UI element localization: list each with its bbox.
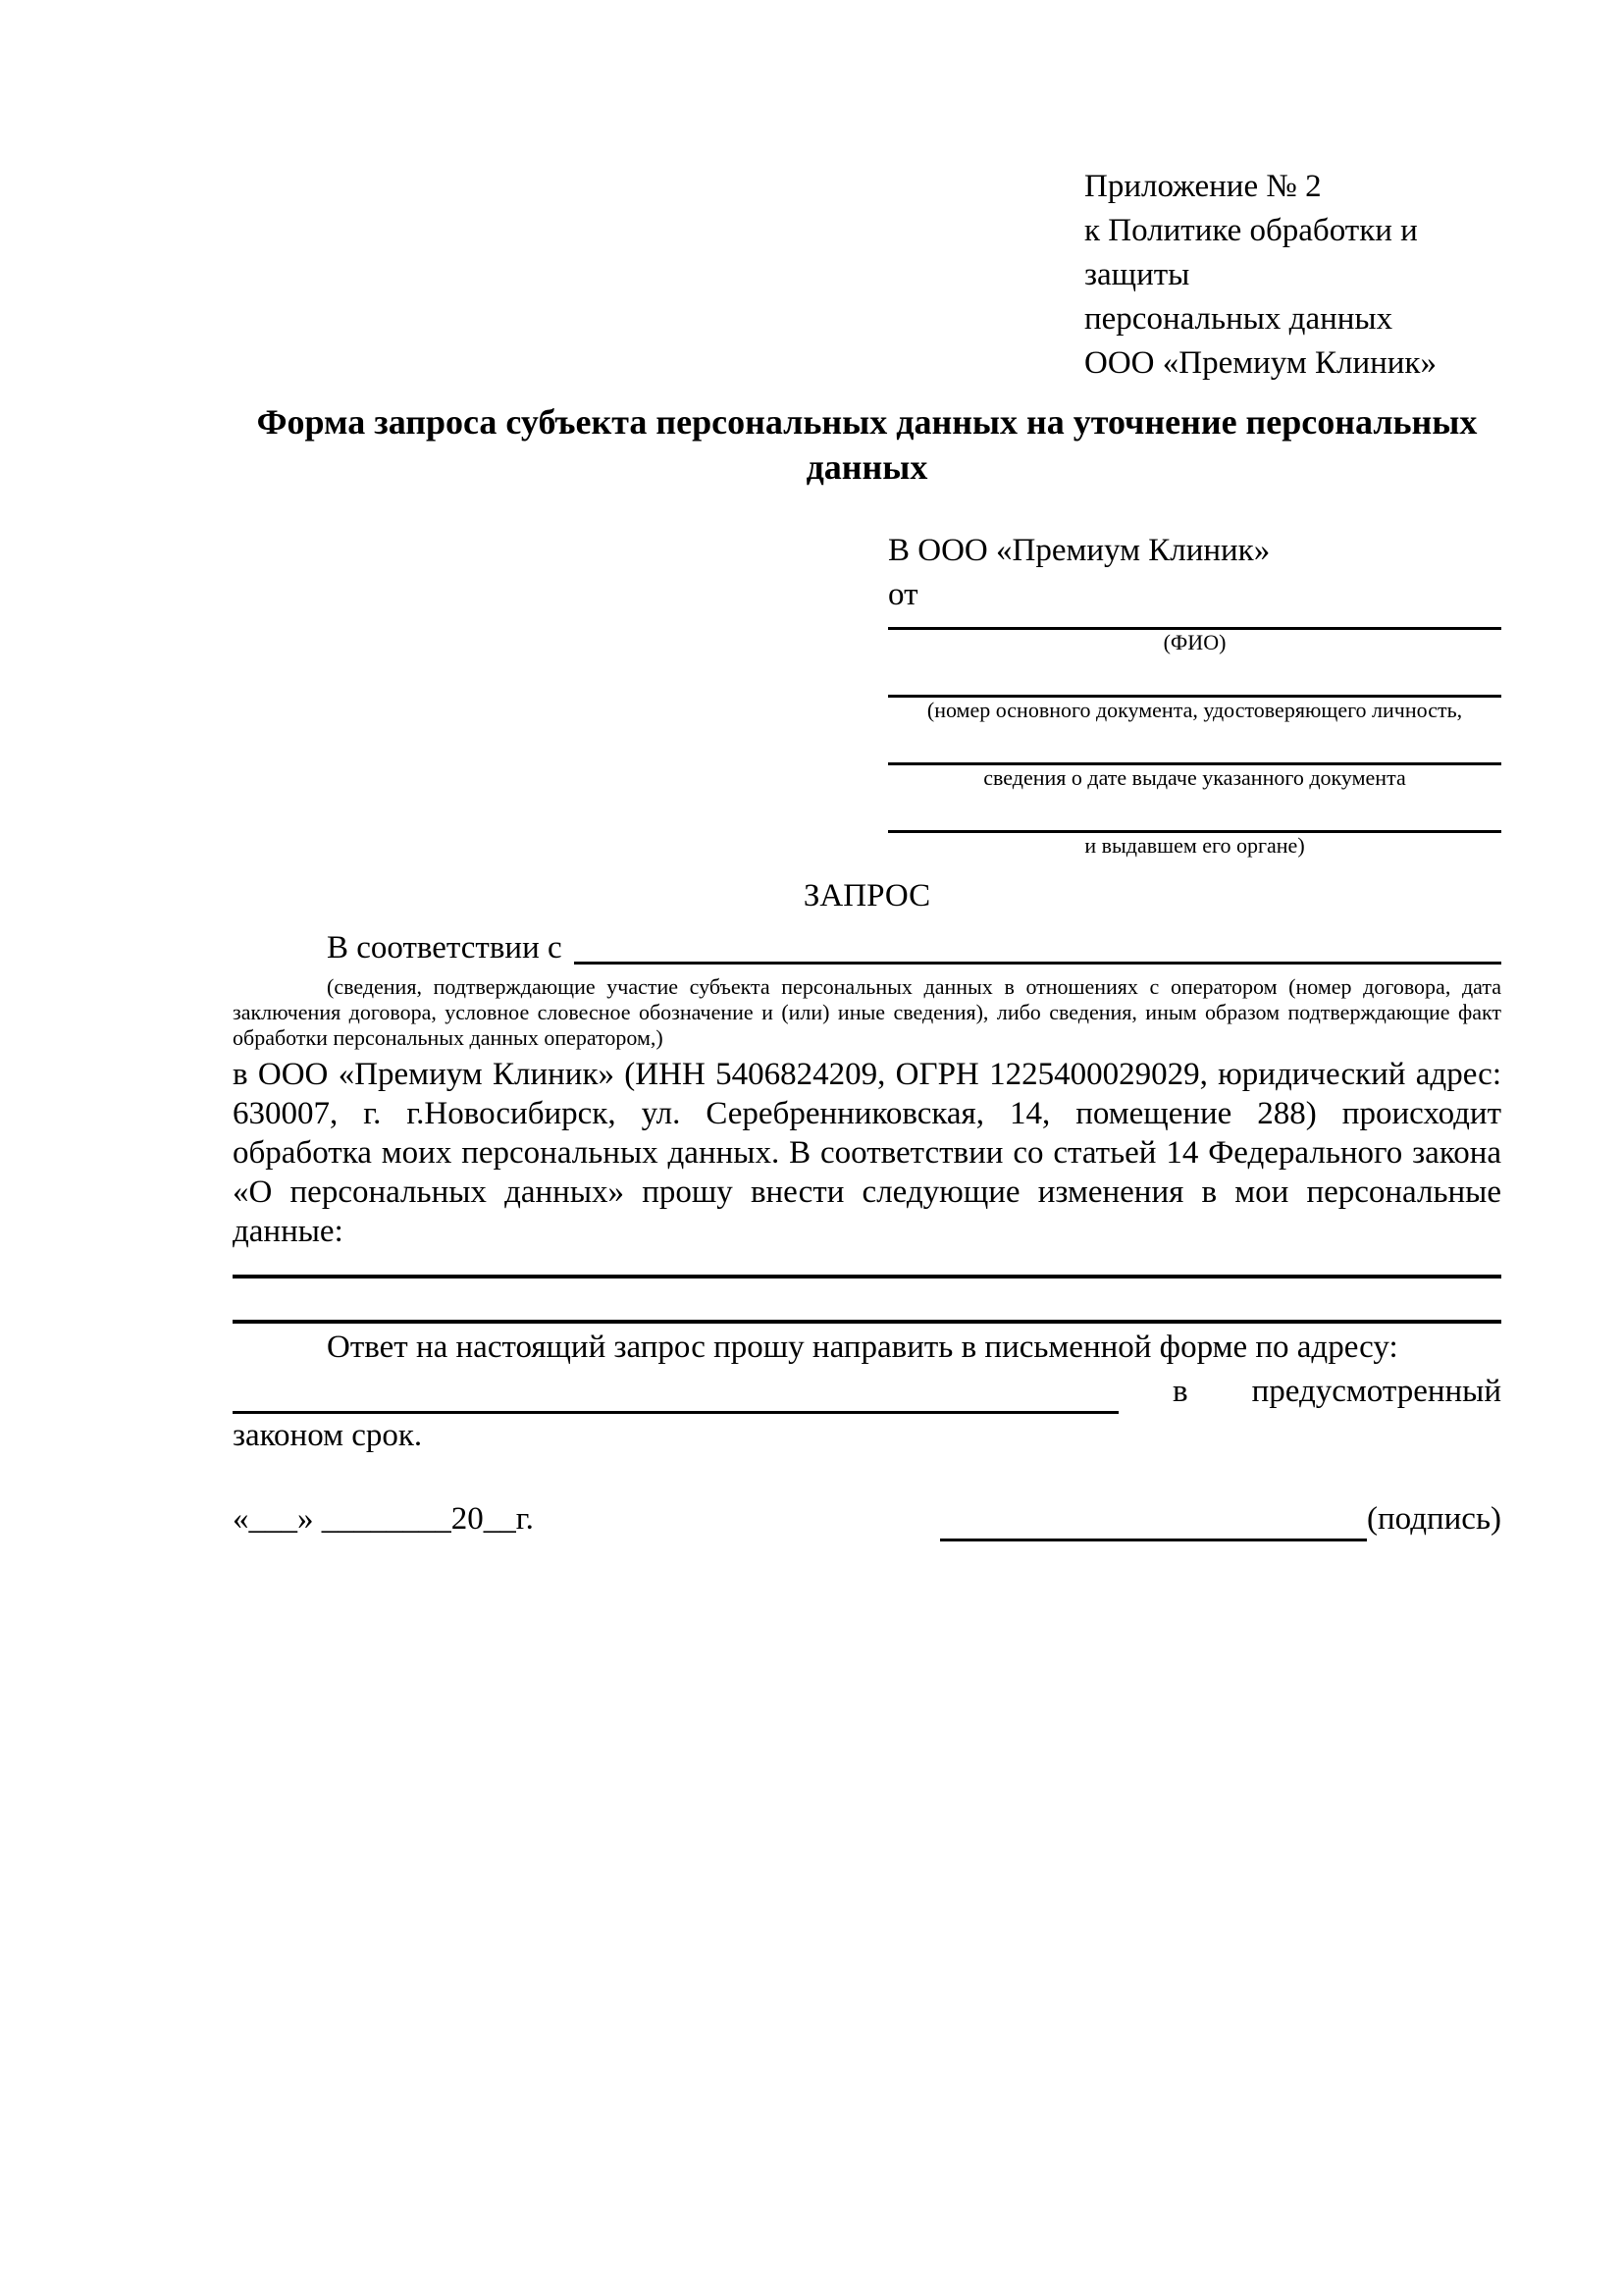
document-title: Форма запроса субъекта персональных данных на уточнение персональных данных xyxy=(256,402,1478,487)
intro-note: (сведения, подтверждающие участие субъекта персональных данных в отношениях с оператором (номер договора, дата заключения договора, условное словесное обозначение и (или) иные сведения), либо сведения, иным образом подтверждающие факт обработки персональных данных оператором,) xyxy=(233,974,1501,1050)
annex-line-4: ООО «Премиум Клиник» xyxy=(1084,345,1437,381)
intro-prefix: В соответствии с xyxy=(327,930,562,965)
fio-field xyxy=(888,617,1501,655)
intro-line xyxy=(233,926,1501,970)
changes-fill-line-1 xyxy=(233,1251,1501,1278)
footer-row xyxy=(233,1497,1501,1541)
addressee-from-label: от xyxy=(888,577,918,612)
annex-line-3: персональных данных xyxy=(1084,301,1393,337)
fio-caption: (ФИО) xyxy=(1163,630,1227,654)
issuing-authority-field xyxy=(888,791,1501,859)
document-number-fill-line xyxy=(888,655,1501,698)
intro-fill-line xyxy=(574,920,1501,965)
document-number-caption: (номер основного документа, удостоверяющего личность, xyxy=(926,698,1463,722)
address-fill-line xyxy=(233,1376,1119,1414)
annex-block xyxy=(1084,165,1501,386)
answer-tail-word-2: предусмотренный xyxy=(1251,1374,1501,1409)
issue-date-caption: сведения о дате выдаче указанного документа xyxy=(983,765,1406,790)
annex-line-2: к Политике обработки и защиты xyxy=(1084,213,1418,292)
answer-tail-word-1: в xyxy=(1173,1374,1188,1409)
signature-fill-line xyxy=(940,1503,1367,1541)
annex-line-1: Приложение № 2 xyxy=(1084,169,1322,204)
signature-block xyxy=(940,1497,1501,1541)
document-number-field xyxy=(888,655,1501,723)
date-blank-line: «___» ________20__г. xyxy=(233,1501,534,1537)
request-heading: ЗАПРОС xyxy=(803,878,931,913)
answer-closing: законом срок. xyxy=(233,1418,423,1453)
signature-caption: (подпись) xyxy=(1367,1501,1501,1537)
issuing-authority-caption: и выдавшем его органе) xyxy=(1084,833,1305,858)
issue-date-field xyxy=(888,723,1501,791)
issue-date-fill-line xyxy=(888,723,1501,765)
request-body: в ООО «Премиум Клиник» (ИНН 5406824209, ОГРН 1225400029029, юридический адрес: 630007, г. г.Новосибирск, ул. Серебренниковская, 14, помещение 288) происходит обработка моих персональных данных. В соответствии со статьей 14 Федерального закона «О персональных данных» прошу внести следующие изменения в мои персональные данные: xyxy=(233,1057,1501,1249)
answer-intro: Ответ на настоящий запрос прошу направить в письменной форме по адресу: xyxy=(327,1330,1398,1365)
addressee-fields xyxy=(888,617,1501,859)
issuing-authority-fill-line xyxy=(888,791,1501,833)
addressee-to: В ООО «Премиум Клиник» xyxy=(888,533,1271,568)
answer-block xyxy=(233,1326,1501,1458)
addressee-block xyxy=(888,529,1501,859)
fio-fill-line xyxy=(888,617,1501,630)
address-line xyxy=(233,1370,1501,1414)
changes-fill-line-2 xyxy=(233,1278,1501,1324)
